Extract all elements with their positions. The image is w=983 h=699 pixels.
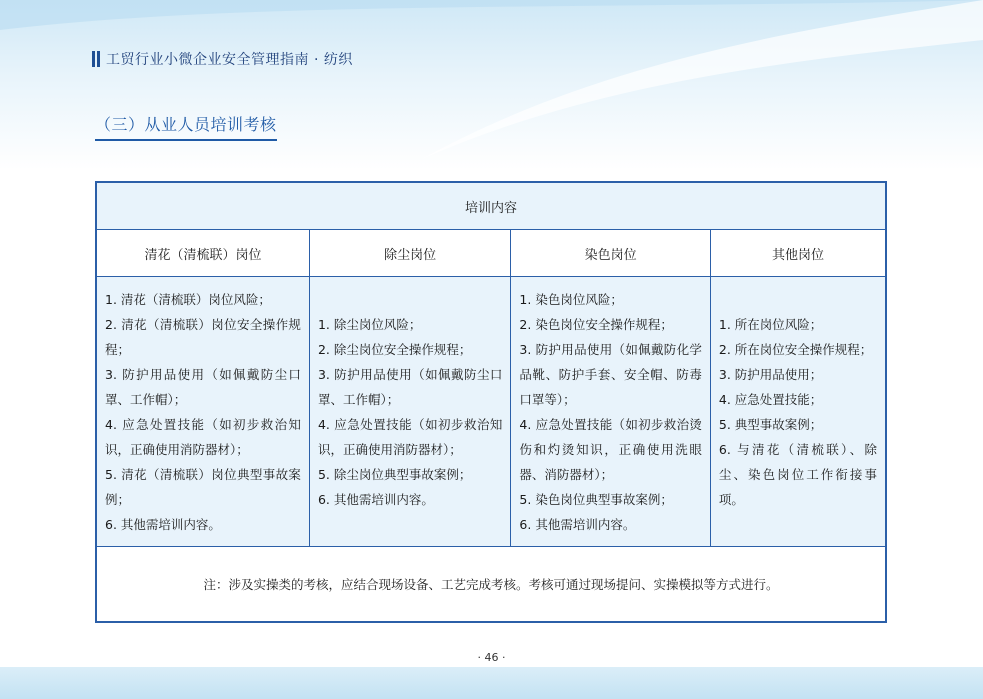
training-table (95, 181, 887, 623)
list-item: 4. 应急处置技能（如初步救治知识，正确使用消防器材）； (317, 416, 503, 457)
document-title: 工贸行业小微企业安全管理指南 · 纺织 (106, 52, 353, 68)
column-header: 清花（清梳联）岗位 (96, 230, 309, 277)
cell-ranse (511, 277, 710, 547)
column-header: 除尘岗位 (309, 230, 510, 277)
page-number: · 46 · (477, 651, 506, 664)
list-item: 3. 防护用品使用； (718, 366, 823, 382)
running-header (92, 49, 353, 69)
cell-qita (710, 277, 886, 547)
list-item: 5. 典型事故案例； (718, 416, 823, 432)
list-item: 5. 除尘岗位典型事故案例； (317, 466, 472, 482)
list-item: 2. 染色岗位安全操作规程； (519, 316, 673, 332)
section-title: （三）从业人员培训考核 (95, 112, 277, 141)
list-item: 5. 染色岗位典型事故案例； (519, 491, 673, 507)
list-item: 6. 其他需培训内容。 (519, 516, 636, 532)
list-item: 6. 与清花（清梳联）、除尘、染色岗位工作衔接事项。 (718, 441, 877, 507)
list-item: 2. 所在岗位安全操作规程； (718, 341, 873, 357)
column-header: 染色岗位 (511, 230, 710, 277)
table-title: 培训内容 (96, 182, 886, 230)
list-item: 2. 除尘岗位安全操作规程； (317, 341, 472, 357)
list-item: 6. 其他需培训内容。 (317, 491, 434, 507)
list-item: 6. 其他需培训内容。 (105, 516, 221, 532)
list-item: 3. 防护用品使用（如佩戴防尘口罩、工作帽）； (105, 366, 301, 407)
header-bar-icon (97, 51, 100, 67)
list-item: 2. 清花（清梳联）岗位安全操作规程； (105, 316, 301, 357)
list-item: 4. 应急处置技能； (718, 391, 823, 407)
footer-band (0, 667, 983, 699)
cell-chuchen (309, 277, 510, 547)
table-note: 注：涉及实操类的考核，应结合现场设备、工艺完成考核。考核可通过现场提问、实操模拟等方式进行。 (96, 547, 886, 623)
header-bar-icon (92, 51, 95, 67)
list-item: 3. 防护用品使用（如佩戴防尘口罩、工作帽）； (317, 366, 503, 407)
list-item: 1. 染色岗位风险； (519, 291, 623, 307)
list-item: 3. 防护用品使用（如佩戴防化学品靴、防护手套、安全帽、防毒口罩等）； (519, 341, 702, 407)
cell-qinghua (96, 277, 309, 547)
list-item: 4. 应急处置技能（如初步救治烫伤和灼烫知识，正确使用洗眼器、消防器材）； (519, 416, 702, 482)
list-item: 4. 应急处置技能（如初步救治知识，正确使用消防器材）； (105, 416, 301, 457)
list-item: 5. 清花（清梳联）岗位典型事故案例； (105, 466, 301, 507)
column-header: 其他岗位 (710, 230, 886, 277)
list-item: 1. 除尘岗位风险； (317, 316, 422, 332)
list-item: 1. 清花（清梳联）岗位风险； (105, 291, 271, 307)
list-item: 1. 所在岗位风险； (718, 316, 823, 332)
